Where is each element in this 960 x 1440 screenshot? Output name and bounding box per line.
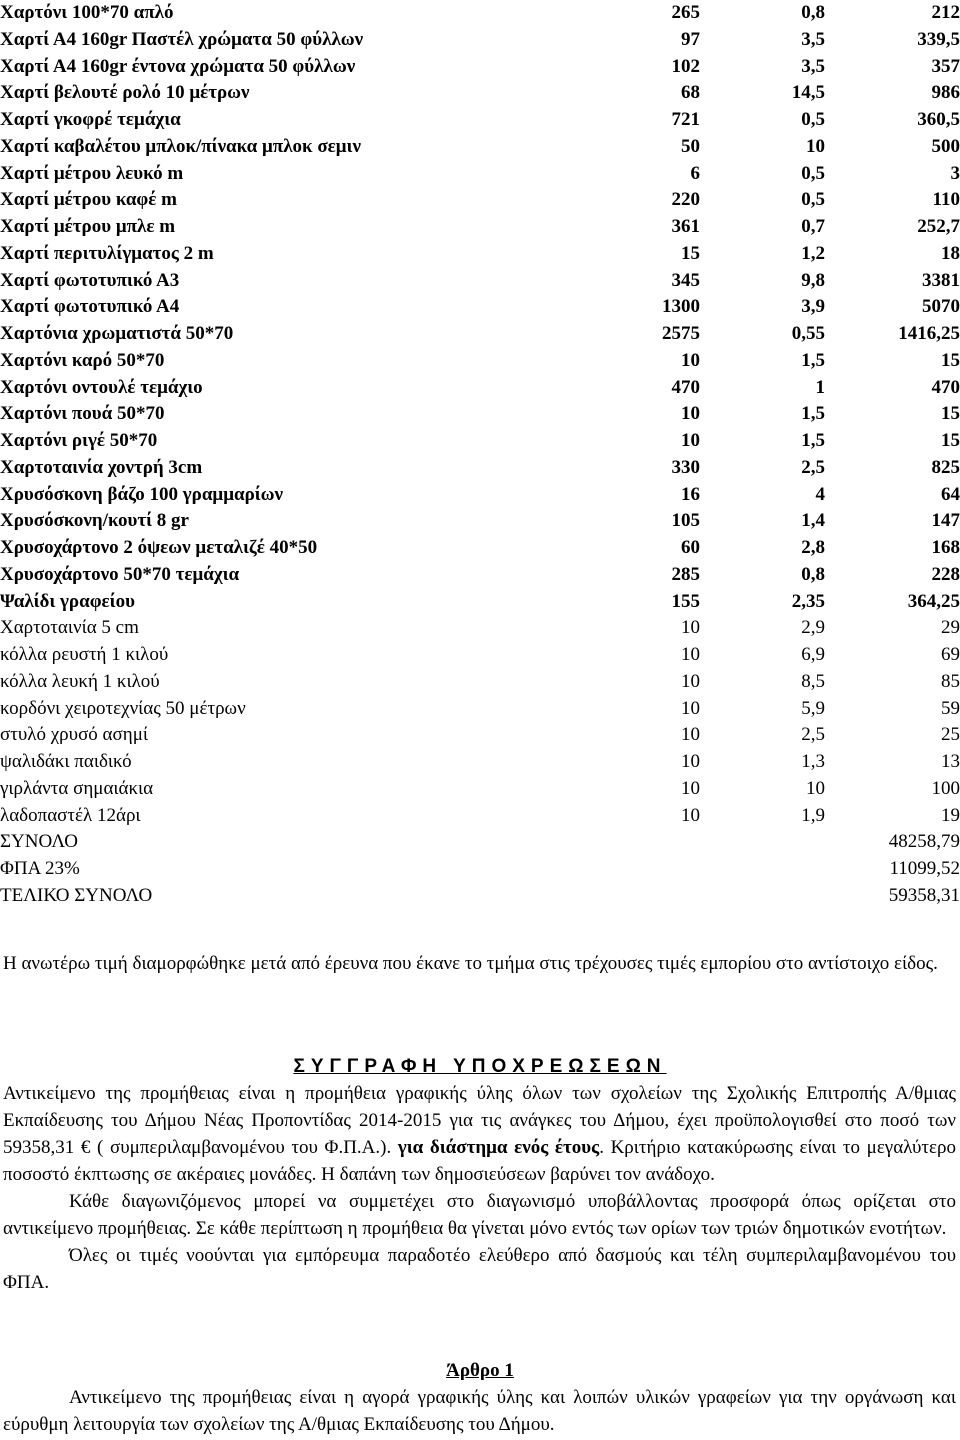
item-total: 3: [950, 162, 960, 184]
item-name: Χρυσοχάρτονο 50*70 τεμάχια: [0, 563, 240, 585]
obligations-p1-text: Αντικείμενο της προμήθειας είναι η προμήθεια γραφικής ύλης όλων των σχολείων της Σχολικής Επιτροπής Α/θμιας Εκπαίδευσης του Δήμου Νέας Προποντίδας 2014-2015 για τις ανάγκες του Δήμου, έχει προϋπολογισθεί στο ποσό των 59358,31 € ( συμπεριλαμβανομένου του Φ.Π.Α.).: [3, 1083, 956, 1158]
item-total: 357: [931, 55, 960, 77]
item-name: Χαρτόνι πουά 50*70: [0, 403, 165, 425]
obligations-section: [3, 1080, 956, 1296]
item-quantity: 220: [671, 189, 700, 211]
totals-value: 59358,31: [888, 884, 960, 906]
item-quantity: 50: [681, 135, 700, 157]
totals-row: [0, 883, 960, 910]
table-row: [0, 187, 960, 214]
table-row: [0, 241, 960, 268]
table-row: [0, 27, 960, 54]
item-total: 85: [941, 670, 960, 692]
item-unit-price: 1,3: [801, 751, 825, 772]
item-unit-price: 10: [806, 777, 825, 799]
price-note-text: Η ανωτέρω τιμή διαμορφώθηκε μετά από έρευνα που έκανε το τμήμα στις τρέχουσες τιμές εμπορίου στο αντίστοιχο είδος.: [3, 953, 938, 974]
item-unit-price: 0,7: [801, 216, 825, 237]
item-quantity: 10: [681, 751, 700, 772]
item-unit-price: 10: [806, 135, 825, 157]
item-unit-price: 0,5: [801, 109, 825, 130]
item-name: λαδοπαστέλ 12άρι: [0, 804, 141, 826]
item-name: Χαρτί Α4 160gr έντονα χρώματα 50 φύλλων: [0, 55, 356, 77]
table-row: [0, 562, 960, 589]
table-row: [0, 161, 960, 188]
item-name: Χρυσόσκονη/κουτί 8 gr: [0, 510, 189, 532]
item-quantity: 10: [681, 670, 700, 692]
item-quantity: 155: [671, 590, 700, 612]
table-row: [0, 669, 960, 696]
totals-spacer: [700, 856, 825, 883]
item-quantity: 361: [671, 216, 700, 237]
item-name: κορδόνι χειροτεχνίας 50 μέτρων: [0, 697, 246, 719]
price-note: [3, 950, 956, 977]
article-1-heading-text: Άρθρο 1: [446, 1360, 514, 1381]
item-quantity: 470: [671, 376, 700, 398]
totals-spacer: [620, 856, 700, 883]
table-row: [0, 535, 960, 562]
totals-row: [0, 856, 960, 883]
article-1-section: [3, 1384, 956, 1438]
item-unit-price: 8,5: [801, 670, 825, 692]
item-total: 100: [931, 777, 960, 799]
item-quantity: 10: [681, 724, 700, 746]
obligations-heading: [0, 1053, 960, 1080]
item-name: κόλλα λευκή 1 κιλού: [0, 670, 160, 692]
item-name: κόλλα ρευστή 1 κιλού: [0, 644, 169, 665]
item-quantity: 285: [671, 563, 700, 585]
totals-spacer: [700, 883, 825, 910]
item-name: Χαρτί περιτυλίγματος 2 m: [0, 242, 214, 264]
totals-row: [0, 829, 960, 856]
item-quantity: 10: [681, 617, 700, 639]
table-row: [0, 214, 960, 241]
item-total: 212: [931, 2, 960, 23]
item-name: Χρυσόσκονη βάζο 100 γραμμαρίων: [0, 483, 284, 505]
item-unit-price: 3,5: [801, 55, 825, 77]
item-quantity: 60: [681, 537, 700, 558]
table-row: [0, 375, 960, 402]
article-1-heading: [0, 1357, 960, 1384]
item-unit-price: 4: [815, 483, 825, 505]
totals-value: 48258,79: [888, 831, 960, 853]
obligations-p1-tail: . Κριτήριο κατακύρωσης είναι το μεγαλύτερο ποσοστό έκπτωσης σε ακέραιες μονάδες. Η δαπάνη των δημοσιεύσεων βαρύνει τον ανάδοχο.: [3, 1137, 957, 1185]
item-name: Χαρτί βελουτέ ρολό 10 μέτρων: [0, 82, 250, 104]
item-quantity: 10: [681, 403, 700, 425]
item-unit-price: 0,5: [801, 162, 825, 184]
item-name: Χαρτόνι 100*70 απλό: [0, 2, 174, 23]
item-quantity: 10: [681, 430, 700, 451]
item-quantity: 2575: [662, 323, 700, 344]
item-total: 360,5: [917, 109, 960, 130]
item-name: Χαρτί φωτοτυπικό Α3: [0, 269, 180, 291]
table-row: [0, 455, 960, 482]
item-quantity: 97: [681, 28, 700, 50]
totals-label: ΣΥΝΟΛΟ: [0, 831, 79, 853]
table-row: [0, 348, 960, 375]
item-quantity: 16: [681, 483, 700, 505]
item-unit-price: 1: [815, 376, 825, 398]
table-row: [0, 722, 960, 749]
item-unit-price: 0,8: [801, 563, 825, 585]
item-total: 15: [941, 430, 960, 451]
obligations-heading-text: ΣΥΓΓΡΑΦΗ ΥΠΟΧΡΕΩΣΕΩΝ: [293, 1056, 667, 1077]
item-total: 168: [931, 537, 960, 558]
item-name: Ψαλίδι γραφείου: [0, 590, 135, 612]
table-row: [0, 589, 960, 616]
item-quantity: 10: [681, 644, 700, 665]
item-quantity: 10: [681, 804, 700, 826]
item-unit-price: 1,5: [801, 349, 825, 371]
item-total: 59: [941, 697, 960, 719]
item-name: ψαλιδάκι παιδικό: [0, 751, 132, 772]
item-quantity: 105: [671, 510, 700, 532]
obligations-paragraph-1: [3, 1080, 956, 1188]
item-name: Χαρτί μέτρου καφέ m: [0, 189, 177, 211]
item-unit-price: 1,5: [801, 430, 825, 451]
obligations-paragraph-2: Κάθε διαγωνιζόμενος μπορεί να συμμετέχει στο διαγωνισμό υποβάλλοντας προσφορά όπως ορίζεται στο αντικείμενο προμήθειας. Σε κάθε περίπτωση η προμήθεια θα γίνεται μόνο εντός των ορίων των τριών δημοτικών ενοτήτων.: [3, 1191, 956, 1239]
item-name: Χαρτί Α4 160gr Παστέλ χρώματα 50 φύλλων: [0, 28, 364, 50]
totals-value: 11099,52: [889, 858, 960, 879]
item-total: 110: [932, 189, 960, 211]
table-row: [0, 107, 960, 134]
item-name: Χρυσοχάρτονο 2 όψεων μεταλιζέ 40*50: [0, 537, 318, 558]
item-unit-price: 0,5: [801, 189, 825, 211]
item-name: Χαρτοταινία χοντρή 3cm: [0, 456, 203, 478]
item-name: Χαρτοταινία 5 cm: [0, 617, 139, 639]
item-unit-price: 0,8: [801, 2, 825, 23]
item-unit-price: 1,4: [801, 510, 825, 532]
item-total: 339,5: [917, 28, 960, 50]
item-unit-price: 1,9: [801, 804, 825, 826]
item-unit-price: 3,5: [801, 28, 825, 50]
item-quantity: 68: [681, 82, 700, 104]
item-name: Χαρτί μέτρου λευκό m: [0, 162, 184, 184]
table-row: [0, 268, 960, 295]
item-name: Χαρτόνια χρωματιστά 50*70: [0, 323, 234, 344]
table-row: [0, 776, 960, 803]
item-total: 18: [941, 242, 960, 264]
item-name: Χαρτί φωτοτυπικό Α4: [0, 296, 180, 318]
item-total: 986: [931, 82, 960, 104]
item-quantity: 15: [681, 242, 700, 264]
totals-spacer: [620, 883, 700, 910]
item-unit-price: 3,9: [801, 296, 825, 318]
item-total: 5070: [922, 296, 960, 318]
item-quantity: 265: [671, 2, 700, 23]
item-quantity: 721: [671, 109, 700, 130]
item-quantity: 1300: [662, 296, 700, 318]
item-unit-price: 5,9: [801, 697, 825, 719]
item-quantity: 6: [690, 162, 700, 184]
item-total: 19: [941, 804, 960, 826]
item-unit-price: 2,8: [801, 537, 825, 558]
item-unit-price: 2,35: [791, 590, 825, 612]
item-total: 825: [931, 456, 960, 478]
item-total: 470: [931, 376, 960, 398]
obligations-paragraph-3: Όλες οι τιμές νοούνται για εμπόρευμα παραδοτέο ελεύθερο από δασμούς και τέλη συμπεριλαμβανομένου του ΦΠΑ.: [3, 1245, 956, 1293]
item-quantity: 10: [681, 697, 700, 719]
totals-label: ΦΠΑ 23%: [0, 858, 80, 879]
item-name: Χαρτί γκοφρέ τεμάχια: [0, 109, 181, 130]
table-row: [0, 321, 960, 348]
item-total: 500: [931, 135, 960, 157]
table-row: [0, 508, 960, 535]
item-total: 364,25: [907, 590, 960, 612]
item-name: Χαρτόνι οντουλέ τεμάχιο: [0, 376, 203, 398]
item-quantity: 10: [681, 777, 700, 799]
table-row: [0, 401, 960, 428]
table-row: [0, 294, 960, 321]
table-row: [0, 54, 960, 81]
table-row: [0, 749, 960, 776]
table-row: [0, 642, 960, 669]
item-quantity: 10: [681, 349, 700, 371]
item-total: 15: [941, 403, 960, 425]
article-1-text: Αντικείμενο της προμήθειας είναι η αγορά γραφικής ύλης και λοιπών υλικών γραφείων για την οργάνωση και εύρυθμη λειτουργία των σχολείων της Α/θμιας Εκπαίδευσης του Δήμου.: [3, 1387, 956, 1435]
item-name: στυλό χρυσό ασημί: [0, 724, 148, 746]
table-row: [0, 615, 960, 642]
item-unit-price: 0,55: [791, 323, 825, 344]
table-row: [0, 428, 960, 455]
table-row: [0, 80, 960, 107]
item-total: 1416,25: [898, 323, 960, 344]
item-total: 15: [941, 349, 960, 371]
table-row: [0, 803, 960, 830]
item-unit-price: 1,5: [801, 403, 825, 425]
item-quantity: 102: [671, 55, 700, 77]
item-total: 252,7: [917, 216, 960, 237]
item-name: γιρλάντα σημαιάκια: [0, 777, 154, 799]
item-name: Χαρτόνι καρό 50*70: [0, 349, 165, 371]
totals-spacer: [620, 829, 700, 856]
item-unit-price: 1,2: [801, 242, 825, 264]
item-quantity: 330: [671, 456, 700, 478]
item-total: 25: [941, 724, 960, 746]
item-total: 3381: [922, 269, 960, 291]
item-name: Χαρτί καβαλέτου μπλοκ/πίνακα μπλοκ σεμιν: [0, 135, 361, 157]
item-unit-price: 9,8: [801, 269, 825, 291]
item-unit-price: 2,5: [801, 456, 825, 478]
item-unit-price: 6,9: [801, 644, 825, 665]
item-name: Χαρτί μέτρου μπλε m: [0, 216, 176, 237]
table-row: [0, 482, 960, 509]
table-row: [0, 0, 960, 27]
table-row: [0, 134, 960, 161]
item-name: Χαρτόνι ριγέ 50*70: [0, 430, 158, 451]
item-total: 147: [931, 510, 960, 532]
item-total: 69: [941, 644, 960, 665]
table-row: [0, 696, 960, 723]
item-total: 64: [941, 483, 960, 505]
item-total: 13: [941, 751, 960, 772]
item-quantity: 345: [671, 269, 700, 291]
totals-label: ΤΕΛΙΚΟ ΣΥΝΟΛΟ: [0, 884, 153, 906]
item-unit-price: 2,9: [801, 617, 825, 639]
item-total: 29: [941, 617, 960, 639]
item-total: 228: [931, 563, 960, 585]
obligations-p1-bold: για διάστημα ενός έτους: [397, 1137, 600, 1158]
item-unit-price: 14,5: [791, 82, 825, 104]
item-unit-price: 2,5: [801, 724, 825, 746]
totals-spacer: [700, 829, 825, 856]
